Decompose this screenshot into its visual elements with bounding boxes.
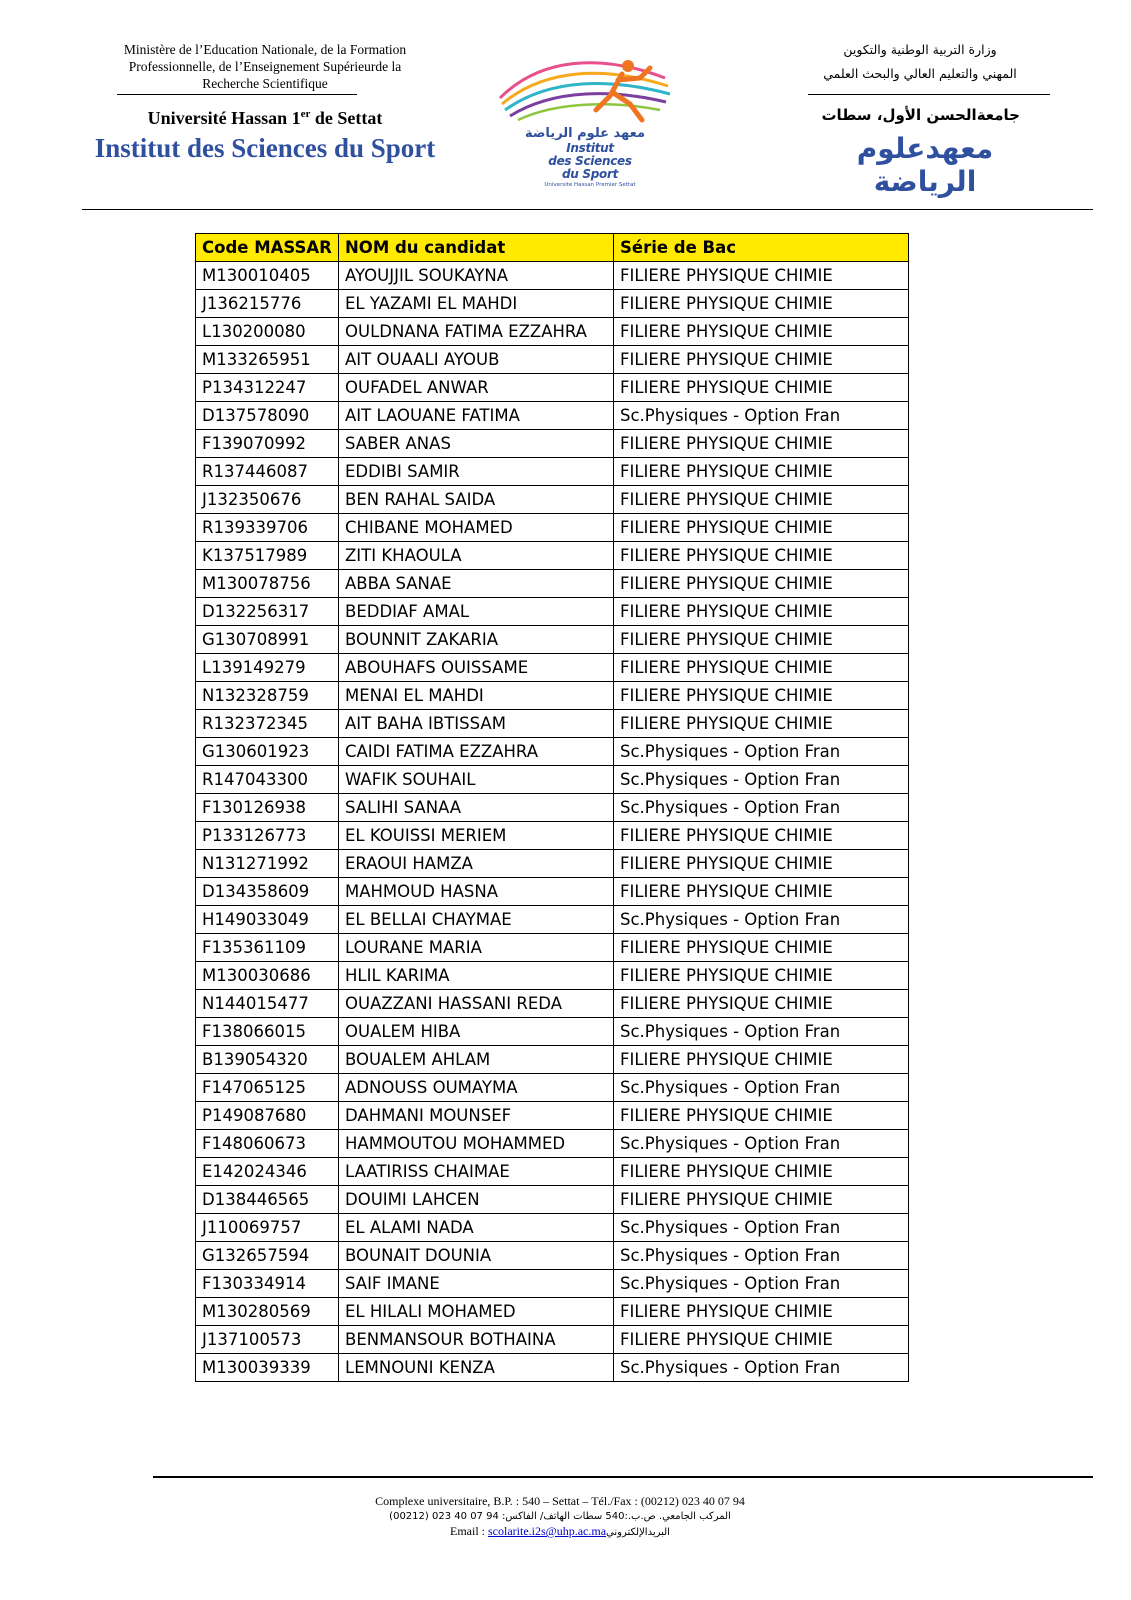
cell-bac-series: Sc.Physiques - Option Fran bbox=[614, 1130, 909, 1158]
ministry-name-ar bbox=[800, 38, 1040, 86]
cell-candidate-name: BOUALEM AHLAM bbox=[339, 1046, 614, 1074]
cell-bac-series: FILIERE PHYSIQUE CHIMIE bbox=[614, 654, 909, 682]
ministry-line: Professionnelle, de l’Enseignement Supérieurde la bbox=[128, 59, 402, 74]
cell-code-massar: G132657594 bbox=[196, 1242, 339, 1270]
cell-code-massar: N132328759 bbox=[196, 682, 339, 710]
table-row bbox=[196, 1326, 909, 1354]
footer-address-ar: المركب الجامعي. ص.ب.:540 سطات الهاتف/ الفاكس: 94 07 40 023 (00212) bbox=[389, 1511, 731, 1522]
cell-bac-series: FILIERE PHYSIQUE CHIMIE bbox=[614, 486, 909, 514]
cell-code-massar: M133265951 bbox=[196, 346, 339, 374]
cell-bac-series: FILIERE PHYSIQUE CHIMIE bbox=[614, 262, 909, 290]
table-row bbox=[196, 1158, 909, 1186]
cell-candidate-name: EL HILALI MOHAMED bbox=[339, 1298, 614, 1326]
cell-bac-series: FILIERE PHYSIQUE CHIMIE bbox=[614, 1102, 909, 1130]
cell-bac-series: FILIERE PHYSIQUE CHIMIE bbox=[614, 542, 909, 570]
table-row bbox=[196, 1074, 909, 1102]
cell-bac-series: FILIERE PHYSIQUE CHIMIE bbox=[614, 626, 909, 654]
cell-bac-series: FILIERE PHYSIQUE CHIMIE bbox=[614, 1046, 909, 1074]
cell-candidate-name: HAMMOUTOU MOHAMMED bbox=[339, 1130, 614, 1158]
footer-address: Complexe universitaire, B.P. : 540 – Settat – Tél./Fax : (00212) 023 40 07 94 bbox=[375, 1494, 745, 1508]
table-row bbox=[196, 486, 909, 514]
university-name-fr bbox=[95, 108, 435, 129]
table-row bbox=[196, 794, 909, 822]
table-row bbox=[196, 598, 909, 626]
footer-email-link[interactable]: scolarite.i2s@uhp.ac.ma bbox=[488, 1524, 607, 1538]
footer bbox=[300, 1494, 820, 1540]
university-name-sup: er bbox=[300, 108, 311, 120]
cell-bac-series: FILIERE PHYSIQUE CHIMIE bbox=[614, 1186, 909, 1214]
table-row bbox=[196, 990, 909, 1018]
cell-bac-series: FILIERE PHYSIQUE CHIMIE bbox=[614, 458, 909, 486]
table-row bbox=[196, 1186, 909, 1214]
table-row bbox=[196, 1046, 909, 1074]
cell-candidate-name: BOUNNIT ZAKARIA bbox=[339, 626, 614, 654]
ministry-line: Ministère de l’Education Nationale, de la Formation bbox=[123, 42, 407, 57]
table-row bbox=[196, 822, 909, 850]
cell-candidate-name: EL KOUISSI MERIEM bbox=[339, 822, 614, 850]
cell-candidate-name: OUFADEL ANWAR bbox=[339, 374, 614, 402]
cell-code-massar: F148060673 bbox=[196, 1130, 339, 1158]
cell-bac-series: FILIERE PHYSIQUE CHIMIE bbox=[614, 430, 909, 458]
logo-subtext: Université Hassan Premier Settat bbox=[544, 182, 636, 188]
cell-candidate-name: CHIBANE MOHAMED bbox=[339, 514, 614, 542]
logo-text-line: Institut bbox=[566, 141, 614, 155]
cell-code-massar: R139339706 bbox=[196, 514, 339, 542]
cell-bac-series: FILIERE PHYSIQUE CHIMIE bbox=[614, 710, 909, 738]
cell-candidate-name: ERAOUI HAMZA bbox=[339, 850, 614, 878]
cell-bac-series: Sc.Physiques - Option Fran bbox=[614, 1270, 909, 1298]
cell-candidate-name: DOUIMI LAHCEN bbox=[339, 1186, 614, 1214]
table-row bbox=[196, 290, 909, 318]
cell-candidate-name: LAATIRISS CHAIMAE bbox=[339, 1158, 614, 1186]
cell-bac-series: FILIERE PHYSIQUE CHIMIE bbox=[614, 962, 909, 990]
table-row bbox=[196, 654, 909, 682]
cell-bac-series: FILIERE PHYSIQUE CHIMIE bbox=[614, 1158, 909, 1186]
cell-bac-series: Sc.Physiques - Option Fran bbox=[614, 906, 909, 934]
table-row bbox=[196, 682, 909, 710]
table-row bbox=[196, 430, 909, 458]
ministry-line-ar: وزارة التربية الوطنية والتكوين bbox=[843, 42, 997, 57]
footer-email-label-ar: البريدالإلكتروني bbox=[606, 1527, 670, 1538]
column-header-candidate-name: NOM du candidat bbox=[339, 234, 614, 262]
cell-code-massar: N131271992 bbox=[196, 850, 339, 878]
cell-candidate-name: EDDIBI SAMIR bbox=[339, 458, 614, 486]
cell-candidate-name: AIT BAHA IBTISSAM bbox=[339, 710, 614, 738]
cell-candidate-name: BEDDIAF AMAL bbox=[339, 598, 614, 626]
cell-code-massar: P133126773 bbox=[196, 822, 339, 850]
cell-code-massar: J136215776 bbox=[196, 290, 339, 318]
university-name-ar: جامعةالحسن الأول، سطات bbox=[821, 106, 1020, 124]
table-row bbox=[196, 570, 909, 598]
cell-code-massar: L139149279 bbox=[196, 654, 339, 682]
cell-code-massar: F135361109 bbox=[196, 934, 339, 962]
table-row bbox=[196, 374, 909, 402]
table-row bbox=[196, 514, 909, 542]
cell-bac-series: FILIERE PHYSIQUE CHIMIE bbox=[614, 878, 909, 906]
table-row bbox=[196, 1354, 909, 1382]
column-header-bac-series: Série de Bac bbox=[614, 234, 909, 262]
cell-bac-series: FILIERE PHYSIQUE CHIMIE bbox=[614, 514, 909, 542]
cell-code-massar: H149033049 bbox=[196, 906, 339, 934]
cell-candidate-name: BENMANSOUR BOTHAINA bbox=[339, 1326, 614, 1354]
cell-bac-series: FILIERE PHYSIQUE CHIMIE bbox=[614, 1326, 909, 1354]
institute-name-ar: معهدعلوم الرياضة bbox=[856, 132, 994, 198]
table-row bbox=[196, 1242, 909, 1270]
cell-candidate-name: SALIHI SANAA bbox=[339, 794, 614, 822]
cell-candidate-name: SABER ANAS bbox=[339, 430, 614, 458]
table-row bbox=[196, 766, 909, 794]
cell-bac-series: Sc.Physiques - Option Fran bbox=[614, 794, 909, 822]
cell-candidate-name: ABBA SANAE bbox=[339, 570, 614, 598]
university-name-prefix: Université Hassan 1 bbox=[147, 108, 301, 128]
cell-candidate-name: BOUNAIT DOUNIA bbox=[339, 1242, 614, 1270]
cell-code-massar: E142024346 bbox=[196, 1158, 339, 1186]
table-row bbox=[196, 458, 909, 486]
footer-email-label: Email : bbox=[450, 1524, 489, 1538]
cell-code-massar: M130010405 bbox=[196, 262, 339, 290]
cell-code-massar: D137578090 bbox=[196, 402, 339, 430]
table-row bbox=[196, 906, 909, 934]
cell-candidate-name: WAFIK SOUHAIL bbox=[339, 766, 614, 794]
cell-bac-series: FILIERE PHYSIQUE CHIMIE bbox=[614, 570, 909, 598]
cell-candidate-name: ABOUHAFS OUISSAME bbox=[339, 654, 614, 682]
cell-code-massar: J110069757 bbox=[196, 1214, 339, 1242]
cell-code-massar: D138446565 bbox=[196, 1186, 339, 1214]
cell-code-massar: R147043300 bbox=[196, 766, 339, 794]
table-row bbox=[196, 962, 909, 990]
cell-code-massar: D134358609 bbox=[196, 878, 339, 906]
cell-bac-series: FILIERE PHYSIQUE CHIMIE bbox=[614, 934, 909, 962]
cell-bac-series: Sc.Physiques - Option Fran bbox=[614, 1242, 909, 1270]
cell-candidate-name: EL ALAMI NADA bbox=[339, 1214, 614, 1242]
table-row bbox=[196, 1298, 909, 1326]
cell-candidate-name: ADNOUSS OUMAYMA bbox=[339, 1074, 614, 1102]
cell-bac-series: FILIERE PHYSIQUE CHIMIE bbox=[614, 290, 909, 318]
table-row bbox=[196, 1018, 909, 1046]
table-row bbox=[196, 402, 909, 430]
header-right-rule bbox=[808, 94, 1050, 95]
cell-bac-series: Sc.Physiques - Option Fran bbox=[614, 1018, 909, 1046]
cell-bac-series: Sc.Physiques - Option Fran bbox=[614, 1214, 909, 1242]
institute-name-fr: Institut des Sciences du Sport bbox=[94, 133, 436, 163]
table-row bbox=[196, 626, 909, 654]
cell-candidate-name: ZITI KHAOULA bbox=[339, 542, 614, 570]
cell-bac-series: FILIERE PHYSIQUE CHIMIE bbox=[614, 990, 909, 1018]
table-row bbox=[196, 346, 909, 374]
cell-code-massar: R137446087 bbox=[196, 458, 339, 486]
cell-bac-series: FILIERE PHYSIQUE CHIMIE bbox=[614, 850, 909, 878]
cell-candidate-name: EL BELLAI CHAYMAE bbox=[339, 906, 614, 934]
cell-candidate-name: MENAI EL MAHDI bbox=[339, 682, 614, 710]
cell-code-massar: M130039339 bbox=[196, 1354, 339, 1382]
ministry-line-ar: المهني والتعليم العالي والبحث العلمي bbox=[823, 66, 1017, 81]
university-name-suffix: de Settat bbox=[310, 108, 383, 128]
cell-code-massar: B139054320 bbox=[196, 1046, 339, 1074]
cell-bac-series: FILIERE PHYSIQUE CHIMIE bbox=[614, 374, 909, 402]
cell-code-massar: F147065125 bbox=[196, 1074, 339, 1102]
cell-bac-series: Sc.Physiques - Option Fran bbox=[614, 402, 909, 430]
cell-candidate-name: SAIF IMANE bbox=[339, 1270, 614, 1298]
cell-bac-series: Sc.Physiques - Option Fran bbox=[614, 738, 909, 766]
logo-text-fr bbox=[530, 142, 650, 181]
cell-candidate-name: BEN RAHAL SAIDA bbox=[339, 486, 614, 514]
table-row bbox=[196, 850, 909, 878]
table-row bbox=[196, 710, 909, 738]
cell-code-massar: M130078756 bbox=[196, 570, 339, 598]
cell-bac-series: FILIERE PHYSIQUE CHIMIE bbox=[614, 822, 909, 850]
cell-code-massar: J137100573 bbox=[196, 1326, 339, 1354]
cell-code-massar: M130280569 bbox=[196, 1298, 339, 1326]
cell-bac-series: FILIERE PHYSIQUE CHIMIE bbox=[614, 346, 909, 374]
cell-code-massar: R132372345 bbox=[196, 710, 339, 738]
cell-candidate-name: OUAZZANI HASSANI REDA bbox=[339, 990, 614, 1018]
table-row bbox=[196, 934, 909, 962]
cell-code-massar: M130030686 bbox=[196, 962, 339, 990]
table-body bbox=[196, 262, 909, 1382]
table-row bbox=[196, 1214, 909, 1242]
footer-email-line bbox=[300, 1524, 820, 1540]
cell-candidate-name: CAIDI FATIMA EZZAHRA bbox=[339, 738, 614, 766]
header-left-rule bbox=[117, 94, 357, 95]
cell-code-massar: N144015477 bbox=[196, 990, 339, 1018]
ministry-line: Recherche Scientifique bbox=[202, 76, 328, 91]
cell-code-massar: P149087680 bbox=[196, 1102, 339, 1130]
cell-candidate-name: LEMNOUNI KENZA bbox=[339, 1354, 614, 1382]
cell-candidate-name: AIT OUAALI AYOUB bbox=[339, 346, 614, 374]
cell-code-massar: F139070992 bbox=[196, 430, 339, 458]
table-row bbox=[196, 878, 909, 906]
logo-text-line: du Sport bbox=[561, 167, 619, 181]
candidates-table bbox=[195, 233, 909, 1382]
cell-code-massar: F138066015 bbox=[196, 1018, 339, 1046]
cell-candidate-name: AIT LAOUANE FATIMA bbox=[339, 402, 614, 430]
cell-candidate-name: DAHMANI MOUNSEF bbox=[339, 1102, 614, 1130]
cell-code-massar: P134312247 bbox=[196, 374, 339, 402]
cell-bac-series: FILIERE PHYSIQUE CHIMIE bbox=[614, 1298, 909, 1326]
table-row bbox=[196, 318, 909, 346]
cell-code-massar: J132350676 bbox=[196, 486, 339, 514]
cell-candidate-name: EL YAZAMI EL MAHDI bbox=[339, 290, 614, 318]
cell-code-massar: D132256317 bbox=[196, 598, 339, 626]
cell-code-massar: F130126938 bbox=[196, 794, 339, 822]
logo-text-line: des Sciences bbox=[548, 154, 632, 168]
cell-code-massar: L130200080 bbox=[196, 318, 339, 346]
cell-bac-series: FILIERE PHYSIQUE CHIMIE bbox=[614, 598, 909, 626]
table-row bbox=[196, 1130, 909, 1158]
cell-code-massar: G130601923 bbox=[196, 738, 339, 766]
header-divider bbox=[82, 209, 1093, 210]
table-row bbox=[196, 542, 909, 570]
cell-bac-series: Sc.Physiques - Option Fran bbox=[614, 766, 909, 794]
footer-rule bbox=[153, 1476, 1093, 1478]
table-header-row bbox=[196, 234, 909, 262]
table-row bbox=[196, 262, 909, 290]
ministry-name-fr bbox=[95, 41, 435, 92]
table-row bbox=[196, 1270, 909, 1298]
table-row bbox=[196, 738, 909, 766]
cell-code-massar: G130708991 bbox=[196, 626, 339, 654]
cell-candidate-name: LOURANE MARIA bbox=[339, 934, 614, 962]
cell-code-massar: F130334914 bbox=[196, 1270, 339, 1298]
cell-candidate-name: OULDNANA FATIMA EZZAHRA bbox=[339, 318, 614, 346]
cell-bac-series: Sc.Physiques - Option Fran bbox=[614, 1074, 909, 1102]
cell-candidate-name: HLIL KARIMA bbox=[339, 962, 614, 990]
cell-code-massar: K137517989 bbox=[196, 542, 339, 570]
cell-bac-series: FILIERE PHYSIQUE CHIMIE bbox=[614, 682, 909, 710]
cell-bac-series: Sc.Physiques - Option Fran bbox=[614, 1354, 909, 1382]
institute-logo bbox=[490, 48, 680, 198]
cell-candidate-name: AYOUJJIL SOUKAYNA bbox=[339, 262, 614, 290]
logo-text-ar: معهد علوم الرياضة bbox=[524, 126, 646, 141]
cell-bac-series: FILIERE PHYSIQUE CHIMIE bbox=[614, 318, 909, 346]
cell-candidate-name: OUALEM HIBA bbox=[339, 1018, 614, 1046]
column-header-code-massar: Code MASSAR bbox=[196, 234, 339, 262]
logo-swirl-icon bbox=[490, 48, 680, 128]
cell-candidate-name: MAHMOUD HASNA bbox=[339, 878, 614, 906]
table-row bbox=[196, 1102, 909, 1130]
